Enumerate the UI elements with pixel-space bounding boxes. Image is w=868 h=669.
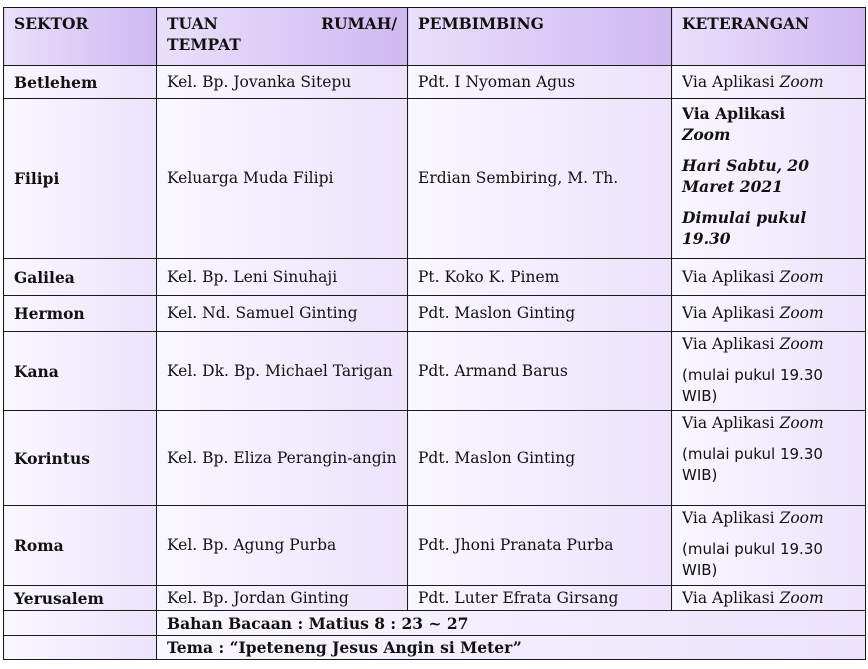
footer-spacer (4, 611, 157, 636)
ket-zoom: Zoom (779, 509, 824, 527)
header-row (4, 8, 866, 66)
sektor-cell: Kana (4, 332, 157, 411)
table-row (4, 66, 866, 99)
ket-via: Via Aplikasi (682, 104, 786, 123)
sektor-cell: Yerusalem (4, 586, 157, 611)
header-tuan-rumah-part-b: RUMAH/ (321, 14, 397, 33)
pembimbing-cell: Pdt. I Nyoman Agus (408, 66, 672, 99)
table-row (4, 332, 866, 411)
pembimbing-cell: Pdt. Luter Efrata Girsang (408, 586, 672, 611)
pembimbing-cell: Pdt. Jhoni Pranata Purba (408, 506, 672, 586)
sektor-cell: Betlehem (4, 66, 157, 99)
keterangan-cell (672, 99, 866, 259)
table-row (4, 506, 866, 586)
header-tuan-rumah (157, 8, 408, 66)
sektor-cell: Filipi (4, 99, 157, 259)
ket-via: Via Aplikasi (682, 267, 780, 286)
ket-start-time: (mulai pukul 19.30 WIB) (682, 540, 823, 579)
ket-start-time: (mulai pukul 19.30 WIB) (682, 445, 823, 484)
tuan-rumah-cell: Kel. Bp. Agung Purba (157, 506, 408, 586)
header-pembimbing: PEMBIMBING (408, 8, 672, 66)
sektor-cell: Roma (4, 506, 157, 586)
ket-via: Via Aplikasi (682, 509, 780, 527)
pembimbing-cell: Pdt. Armand Barus (408, 332, 672, 411)
ket-zoom: Zoom (779, 335, 824, 353)
ket-via: Via Aplikasi (682, 335, 780, 353)
table-row (4, 296, 866, 332)
table-row (4, 259, 866, 296)
ket-via: Via Aplikasi (682, 72, 780, 91)
ket-via: Via Aplikasi (682, 588, 780, 607)
keterangan-cell (672, 259, 866, 296)
footer-row-theme (4, 636, 866, 660)
ket-start-time: (mulai pukul 19.30 WIB) (682, 366, 823, 405)
footer-row-reading (4, 611, 866, 636)
header-keterangan: KETERANGAN (672, 8, 866, 66)
ket-zoom: Zoom (779, 588, 824, 607)
pembimbing-cell: Pdt. Maslon Ginting (408, 296, 672, 332)
tuan-rumah-cell: Kel. Dk. Bp. Michael Tarigan (157, 332, 408, 411)
tuan-rumah-cell: Kel. Nd. Samuel Ginting (157, 296, 408, 332)
keterangan-cell (672, 506, 866, 586)
ket-zoom: Zoom (682, 125, 731, 144)
tuan-rumah-cell: Keluarga Muda Filipi (157, 99, 408, 259)
pembimbing-cell: Pt. Koko K. Pinem (408, 259, 672, 296)
bahan-bacaan: Bahan Bacaan : Matius 8 : 23 ~ 27 (157, 611, 866, 636)
table-row (4, 586, 866, 611)
keterangan-cell (672, 411, 866, 506)
tema: Tema : “Ipeteneng Jesus Angin si Meter” (157, 636, 866, 660)
ket-zoom: Zoom (779, 304, 824, 322)
ket-via: Via Aplikasi (682, 304, 780, 322)
ket-zoom: Zoom (779, 72, 824, 91)
header-tuan-rumah-part-a: TUAN (167, 14, 218, 33)
keterangan-cell (672, 296, 866, 332)
tuan-rumah-cell: Kel. Bp. Jovanka Sitepu (157, 66, 408, 99)
tuan-rumah-cell: Kel. Bp. Eliza Perangin-angin (157, 411, 408, 506)
ket-start-time: Dimulai pukul 19.30 (682, 208, 807, 248)
header-tuan-rumah-part-c: TEMPAT (167, 35, 241, 54)
ket-zoom: Zoom (779, 414, 824, 432)
sektor-cell: Galilea (4, 259, 157, 296)
schedule-table (3, 7, 866, 660)
keterangan-cell (672, 332, 866, 411)
ket-date: Hari Sabtu, 20 Maret 2021 (682, 156, 810, 196)
table-row (4, 99, 866, 259)
header-sektor: SEKTOR (4, 8, 157, 66)
footer-spacer (4, 636, 157, 660)
table-row (4, 411, 866, 506)
ket-via: Via Aplikasi (682, 414, 780, 432)
pembimbing-cell: Erdian Sembiring, M. Th. (408, 99, 672, 259)
tuan-rumah-cell: Kel. Bp. Jordan Ginting (157, 586, 408, 611)
sektor-cell: Korintus (4, 411, 157, 506)
keterangan-cell (672, 66, 866, 99)
keterangan-cell (672, 586, 866, 611)
ket-zoom: Zoom (779, 267, 824, 286)
sektor-cell: Hermon (4, 296, 157, 332)
pembimbing-cell: Pdt. Maslon Ginting (408, 411, 672, 506)
tuan-rumah-cell: Kel. Bp. Leni Sinuhaji (157, 259, 408, 296)
